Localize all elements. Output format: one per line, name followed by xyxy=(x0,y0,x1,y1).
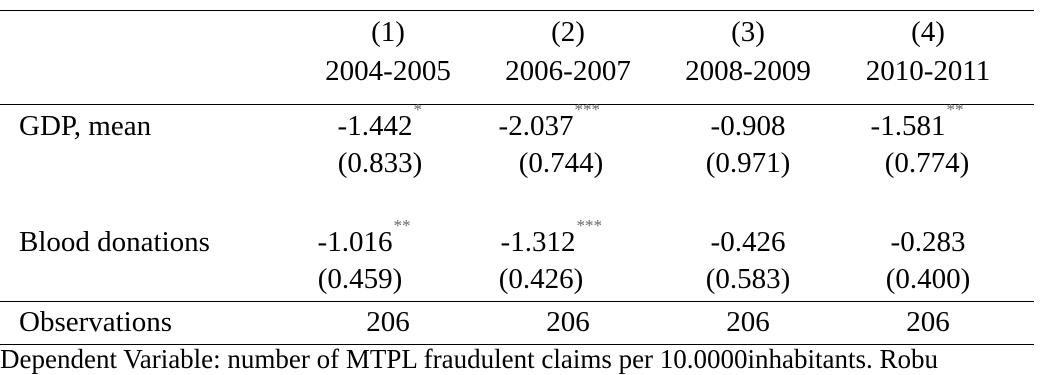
coef-value: -2.037 xyxy=(498,110,574,142)
coef-value: -1.581 xyxy=(870,110,946,142)
se-gdp-4: (0.774) xyxy=(884,147,970,179)
coef-value: -0.908 xyxy=(710,110,786,142)
col-2-period: 2006-2007 xyxy=(505,55,631,87)
coef-value: -1.312 xyxy=(500,226,576,258)
se-blood-3: (0.583) xyxy=(705,263,791,295)
significance-stars: ** xyxy=(946,100,964,119)
coef-value: -0.426 xyxy=(710,226,786,258)
se-gdp-3: (0.971) xyxy=(705,147,791,179)
coef-blood-1 xyxy=(317,216,411,259)
header-rule xyxy=(0,104,1034,105)
row-label-observations: Observations xyxy=(19,306,173,338)
se-blood-2: (0.426) xyxy=(498,263,584,295)
coef-gdp-1 xyxy=(337,100,422,143)
coef-gdp-2 xyxy=(498,100,600,143)
col-3-number: (3) xyxy=(731,16,765,48)
col-1-period: 2004-2005 xyxy=(325,55,451,87)
se-blood-1: (0.459) xyxy=(317,263,403,295)
col-1-number: (1) xyxy=(371,16,405,48)
significance-stars: * xyxy=(413,100,422,119)
se-blood-4: (0.400) xyxy=(885,263,971,295)
table-note: Dependent Variable: number of MTPL fraudulent claims per 10.0000inhabitants. Robu xyxy=(0,344,939,374)
coef-blood-4 xyxy=(891,225,966,259)
observations-1: 206 xyxy=(366,306,410,338)
significance-stars: *** xyxy=(576,216,602,235)
significance-stars: ** xyxy=(393,216,411,235)
se-gdp-1: (0.833) xyxy=(337,147,423,179)
se-gdp-2: (0.744) xyxy=(518,147,604,179)
observations-2: 206 xyxy=(546,306,590,338)
col-4-period: 2010-2011 xyxy=(865,55,991,87)
coef-gdp-3 xyxy=(711,109,786,143)
top-rule xyxy=(0,10,1034,11)
significance-stars: *** xyxy=(574,100,600,119)
col-4-number: (4) xyxy=(911,16,945,48)
row-label-blood-donations: Blood donations xyxy=(19,226,210,258)
coef-value: -0.283 xyxy=(890,226,966,258)
col-2-number: (2) xyxy=(551,16,585,48)
coef-value: -1.442 xyxy=(337,110,413,142)
coef-value: -1.016 xyxy=(317,226,393,258)
col-3-period: 2008-2009 xyxy=(685,55,811,87)
coef-blood-3 xyxy=(711,225,786,259)
observations-3: 206 xyxy=(726,306,770,338)
row-label-gdp: GDP, mean xyxy=(19,110,152,142)
observations-rule xyxy=(0,301,1034,302)
observations-4: 206 xyxy=(906,306,950,338)
coef-gdp-4 xyxy=(870,100,964,143)
coef-blood-2 xyxy=(500,216,602,259)
